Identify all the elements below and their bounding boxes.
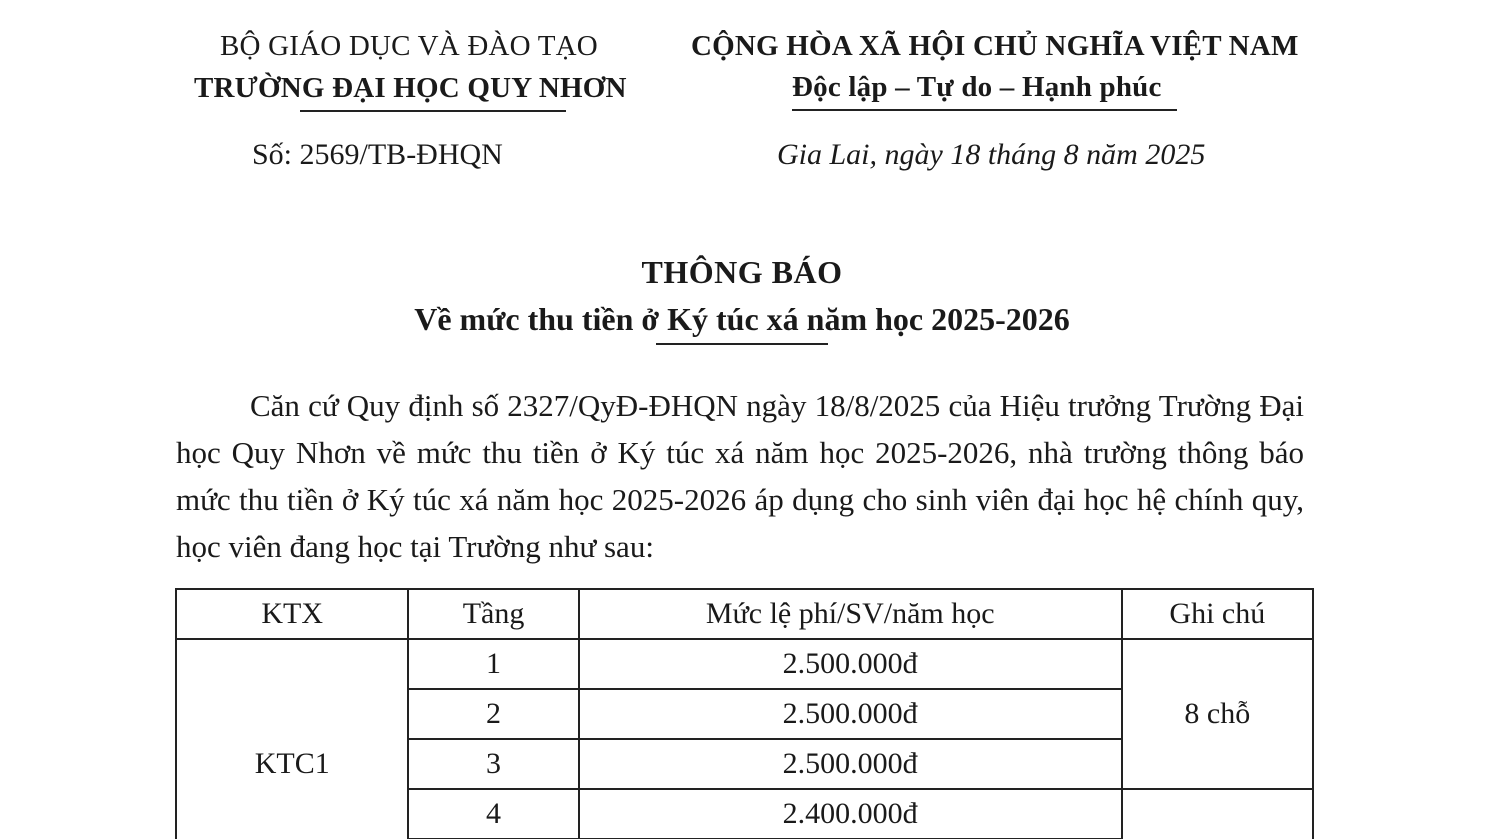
header-ktx: KTX xyxy=(176,589,408,639)
document-number: Số: 2569/TB-ĐHQN xyxy=(252,138,503,171)
floor-cell: 4 xyxy=(408,789,578,839)
motto-underline xyxy=(792,109,1177,111)
header-floor: Tầng xyxy=(408,589,578,639)
fee-cell: 2.400.000đ xyxy=(579,789,1122,839)
floor-cell: 2 xyxy=(408,689,578,739)
table-header-row xyxy=(176,589,1313,639)
floor-cell: 1 xyxy=(408,639,578,689)
fee-cell: 2.500.000đ xyxy=(579,639,1122,689)
body-paragraph: Căn cứ Quy định số 2327/QyĐ-ĐHQN ngày 18/8/2025 của Hiệu trưởng Trường Đại học Quy Nhơn về mức thu tiền ở Ký túc xá năm học 2025-2026, nhà trường thông báo mức thu tiền ở Ký túc xá năm học 2025-2026 áp dụng cho sinh viên đại học hệ chính quy, học viên đang học tại Trường như sau: xyxy=(176,388,1304,564)
header-note: Ghi chú xyxy=(1122,589,1313,639)
ministry-name: BỘ GIÁO DỤC VÀ ĐÀO TẠO xyxy=(220,30,598,62)
note-cell: 8 chỗ xyxy=(1122,639,1313,789)
fee-cell: 2.500.000đ xyxy=(579,739,1122,789)
document-title: THÔNG BÁO xyxy=(641,254,843,290)
national-motto: Độc lập – Tự do – Hạnh phúc xyxy=(792,71,1162,103)
subtitle-underline xyxy=(656,343,828,345)
fee-cell: 2.500.000đ xyxy=(579,689,1122,739)
place-and-date: Gia Lai, ngày 18 tháng 8 năm 2025 xyxy=(777,138,1206,171)
dorm-name-cell: KTC1 xyxy=(176,639,408,839)
document-subtitle: Về mức thu tiền ở Ký túc xá năm học 2025-2026 xyxy=(414,301,1070,337)
table-row xyxy=(176,639,1313,689)
note-cell-empty xyxy=(1122,789,1313,839)
fee-table xyxy=(175,588,1314,839)
floor-cell: 3 xyxy=(408,739,578,789)
school-name: TRƯỜNG ĐẠI HỌC QUY NHƠN xyxy=(194,72,627,104)
republic-name: CỘNG HÒA XÃ HỘI CHỦ NGHĨA VIỆT NAM xyxy=(691,30,1299,62)
header-fee: Mức lệ phí/SV/năm học xyxy=(579,589,1122,639)
school-underline xyxy=(300,110,566,112)
